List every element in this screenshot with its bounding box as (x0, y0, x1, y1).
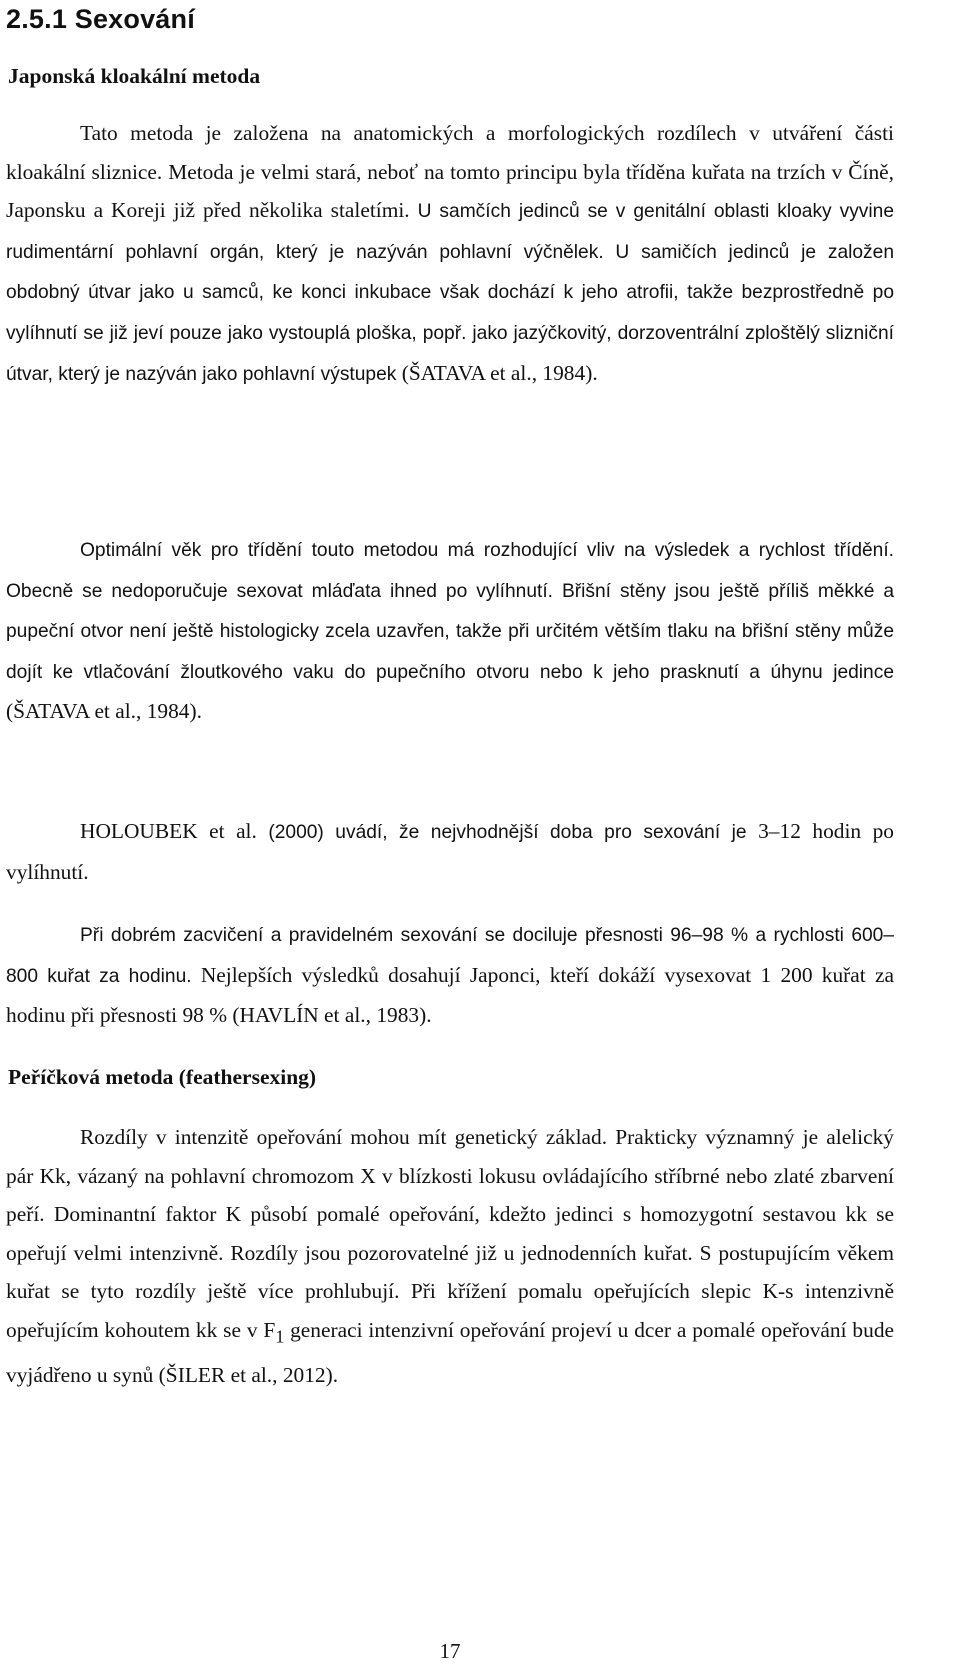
subheading-kloakalni: Japonská kloakální metoda (8, 64, 261, 88)
section-title: 2.5.1 Sexování (6, 4, 195, 34)
paragraph-text-sans: Při dobrém zacvičení a pravidelném sexování se dociluje přesnosti 96–98 % a rychlosti 600–800 kuřat za hodinu. (6, 925, 894, 987)
paragraph-text: Nejlepších výsledků dosahují Japonci, kteří dokáží vysexovat 1 200 kuřat za hodinu při přesnosti 98 % (HAVLÍN et al., 1983). (6, 962, 894, 1028)
paragraph-text: Rozdíly v intenzitě opeřování mohou mít genetický základ. Prakticky významný je alelický pár Kk, vázaný na pohlavní chromozom X v blízkosti lokusu ovládajícího stříbrné nebo zlaté zbarvení peří. Dominantní faktor K působí pomalé opeřování, kdežto jedinci s homozygotní sestavou kk se opeřují velmi intenzivně. Rozdíly jsou pozorovatelné již u jednodenních kuřat. S postupujícím věkem kuřat se tyto rozdíly ještě více prohlubují. Při křížení pomalu opeřujících slepic K-s intenzivně opeřujícím kohoutem kk se v F (6, 1125, 894, 1342)
paragraph-text: 3–12 hodin po vylíhnutí. (6, 819, 894, 884)
subscript: 1 (275, 1326, 285, 1347)
document-page (6, 0, 895, 1663)
paragraph-kloakalni-3 (6, 812, 894, 891)
paragraph-text-sans: (2000) uvádí, že nejvhodnější doba pro sexování je (268, 822, 747, 843)
paragraph-text: generaci intenzivní opeřování projeví u dcer a pomalé opeřování bude vyjádřeno u synů (ŠILER et al., 2012). (6, 1317, 895, 1387)
citation: (ŠATAVA et al., 1984). (396, 360, 598, 385)
subheading-perickova: Peříčková metoda (feathersexing) (8, 1065, 317, 1089)
paragraph-text: Tato metoda je založena na anatomických a morfologických rozdílech v utváření části kloakální sliznice. Metoda je velmi stará, neboť na tomto principu byla tříděna kuřata na trzích v Číně, Japonsku a Koreji již před několika staletími. (6, 121, 894, 223)
paragraph-text: HOLOUBEK et al. (80, 819, 269, 843)
citation: (ŠATAVA et al., 1984). (6, 699, 202, 724)
paragraph-kloakalni-4 (6, 915, 894, 1035)
paragraph-text-sans: Optimální věk pro třídění touto metodou má rozhodující vliv na výsledek a rychlost třídění. Obecně se nedoporučuje sexovat mláďata ihned po vylíhnutí. Břišní stěny jsou ještě příliš měkké a pupeční otvor není ještě histologicky zcela uzavřen, takže při určitém větším tlaku na břišní stěny může dojít ke vtlačování žloutkového vaku do pupečního otvoru nebo k jeho prasknutí a úhynu jedince (6, 540, 894, 683)
paragraph-text-sans: U samčích jedinců se v genitální oblasti kloaky vyvine rudimentární pohlavní orgán, který je nazýván pohlavní výčnělek. U samičích jedinců je založen obdobný útvar jako u samců, ke konci inkubace však dochází k jeho atrofii, takže bezprostředně po vylíhnutí se již jeví pouze jako vystouplá ploška, popř. jako jazýčkovitý, dorzoventrální zploštělý slizniční útvar, který je nazýván jako pohlavní výstupek (6, 201, 894, 385)
paragraph-perickova-1 (6, 1118, 894, 1394)
paragraph-kloakalni-2 (6, 530, 894, 731)
paragraph-kloakalni-1 (6, 114, 894, 394)
page-number: 17 (439, 1639, 461, 1663)
